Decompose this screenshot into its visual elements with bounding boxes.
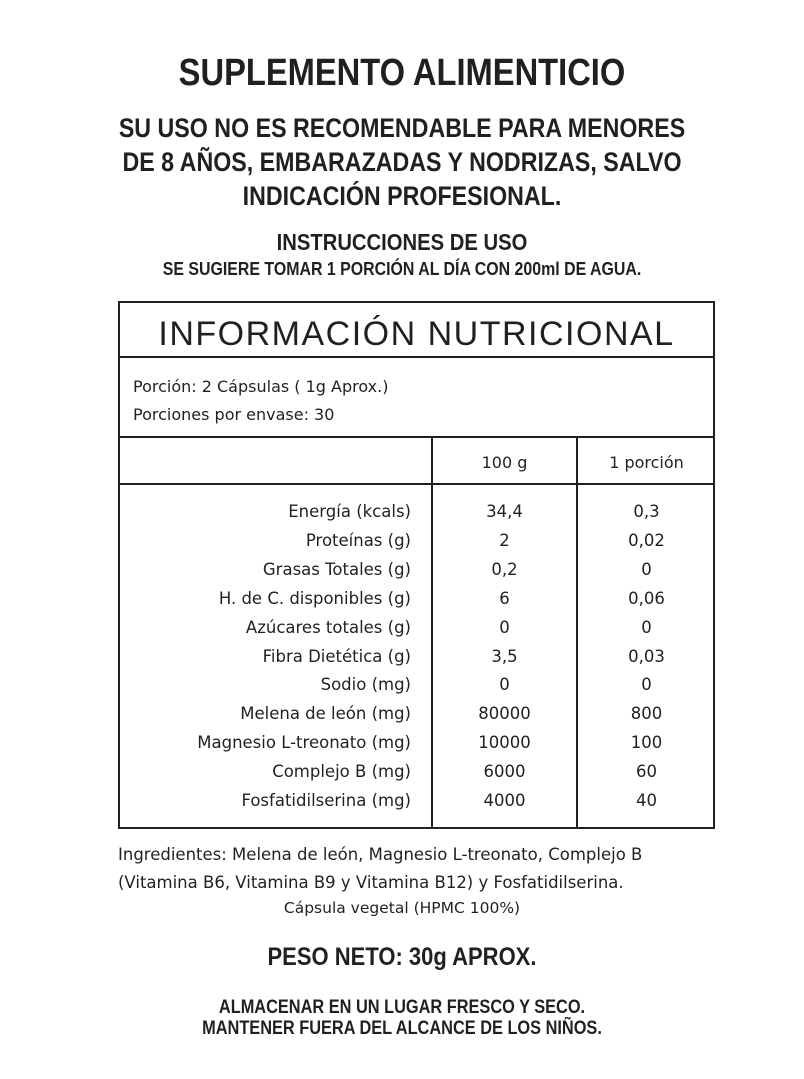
nutrient-name: Magnesio L-treonato (mg) bbox=[197, 733, 411, 753]
value-per-100g: 6000 bbox=[483, 762, 526, 782]
ingredients-text: Ingredientes: Melena de león, Magnesio L-treonato, Complejo B bbox=[118, 845, 643, 864]
nutrient-name: Azúcares totales (g) bbox=[245, 617, 411, 637]
value-per-portion: 0 bbox=[641, 617, 652, 637]
nutrient-name: Fosfatidilserina (mg) bbox=[241, 791, 411, 810]
value-per-100g: 0 bbox=[499, 617, 510, 637]
value-per-portion: 0 bbox=[641, 559, 652, 579]
table-divider bbox=[120, 483, 713, 485]
nutrient-row bbox=[120, 762, 713, 791]
value-per-portion: 0,02 bbox=[628, 530, 665, 550]
serving-size: Porción: 2 Cápsulas ( 1g Aprox.) bbox=[133, 377, 389, 396]
nutrient-row bbox=[120, 647, 713, 676]
value-per-100g: 0 bbox=[499, 675, 510, 695]
warning-line: INDICACIÓN PROFESIONAL. bbox=[242, 181, 562, 211]
storage-line: MANTENER FUERA DEL ALCANCE DE LOS NIÑOS. bbox=[202, 1018, 602, 1039]
nutrition-title: INFORMACIÓN NUTRICIONAL bbox=[158, 315, 675, 353]
nutrient-row bbox=[120, 531, 713, 560]
storage-line: ALMACENAR EN UN LUGAR FRESCO Y SECO. bbox=[218, 997, 586, 1018]
product-title: SUPLEMENTO ALIMENTICIO bbox=[178, 52, 626, 94]
value-per-portion: 40 bbox=[636, 791, 657, 810]
warning-line: DE 8 AÑOS, EMBARAZADAS Y NODRIZAS, SALVO bbox=[122, 147, 682, 177]
nutrient-name: Proteínas (g) bbox=[305, 530, 411, 550]
nutrient-row bbox=[120, 733, 713, 762]
value-per-portion: 800 bbox=[630, 704, 663, 724]
nutrient-name: Melena de león (mg) bbox=[240, 704, 411, 724]
nutrient-name: Grasas Totales (g) bbox=[262, 559, 411, 579]
value-per-100g: 4000 bbox=[483, 791, 526, 810]
capsule-info: Cápsula vegetal (HPMC 100%) bbox=[283, 899, 521, 917]
nutrient-row bbox=[120, 502, 713, 531]
value-per-100g: 2 bbox=[499, 530, 510, 550]
nutrient-name: Fibra Dietética (g) bbox=[262, 646, 411, 666]
value-per-portion: 0 bbox=[641, 675, 652, 695]
instructions-text: SE SUGIERE TOMAR 1 PORCIÓN AL DÍA CON 200ml DE AGUA. bbox=[162, 258, 642, 279]
value-per-100g: 0,2 bbox=[491, 559, 518, 579]
value-per-portion: 60 bbox=[636, 762, 657, 782]
nutrient-name: Sodio (mg) bbox=[320, 675, 411, 695]
nutrient-name: Complejo B (mg) bbox=[272, 762, 411, 782]
column-header-portion: 1 porción bbox=[609, 453, 684, 472]
value-per-100g: 80000 bbox=[478, 704, 531, 724]
nutrient-row bbox=[120, 675, 713, 704]
value-per-portion: 100 bbox=[630, 733, 663, 753]
value-per-portion: 0,3 bbox=[633, 502, 660, 521]
column-header-100g: 100 g bbox=[481, 453, 528, 472]
value-per-100g: 10000 bbox=[478, 733, 531, 753]
nutrient-row bbox=[120, 704, 713, 733]
nutrient-row bbox=[120, 618, 713, 647]
table-divider bbox=[120, 436, 713, 438]
value-per-portion: 0,03 bbox=[628, 646, 665, 666]
nutrient-row bbox=[120, 560, 713, 589]
value-per-100g: 34,4 bbox=[486, 502, 523, 521]
value-per-100g: 3,5 bbox=[491, 646, 518, 666]
net-weight: PESO NETO: 30g APROX. bbox=[267, 943, 537, 971]
nutrient-name: H. de C. disponibles (g) bbox=[218, 588, 411, 608]
nutrient-row bbox=[120, 791, 713, 820]
nutrient-row bbox=[120, 589, 713, 618]
value-per-100g: 6 bbox=[499, 588, 510, 608]
servings-per-container: Porciones por envase: 30 bbox=[133, 405, 335, 424]
warning-line: SU USO NO ES RECOMENDABLE PARA MENORES bbox=[118, 113, 686, 143]
ingredients-text: (Vitamina B6, Vitamina B9 y Vitamina B12) y Fosfatidilserina. bbox=[118, 873, 624, 892]
value-per-portion: 0,06 bbox=[628, 588, 665, 608]
nutrient-name: Energía (kcals) bbox=[288, 502, 411, 521]
instructions-heading: INSTRUCCIONES DE USO bbox=[276, 229, 528, 255]
nutrition-table bbox=[118, 301, 715, 829]
table-divider bbox=[120, 356, 713, 358]
